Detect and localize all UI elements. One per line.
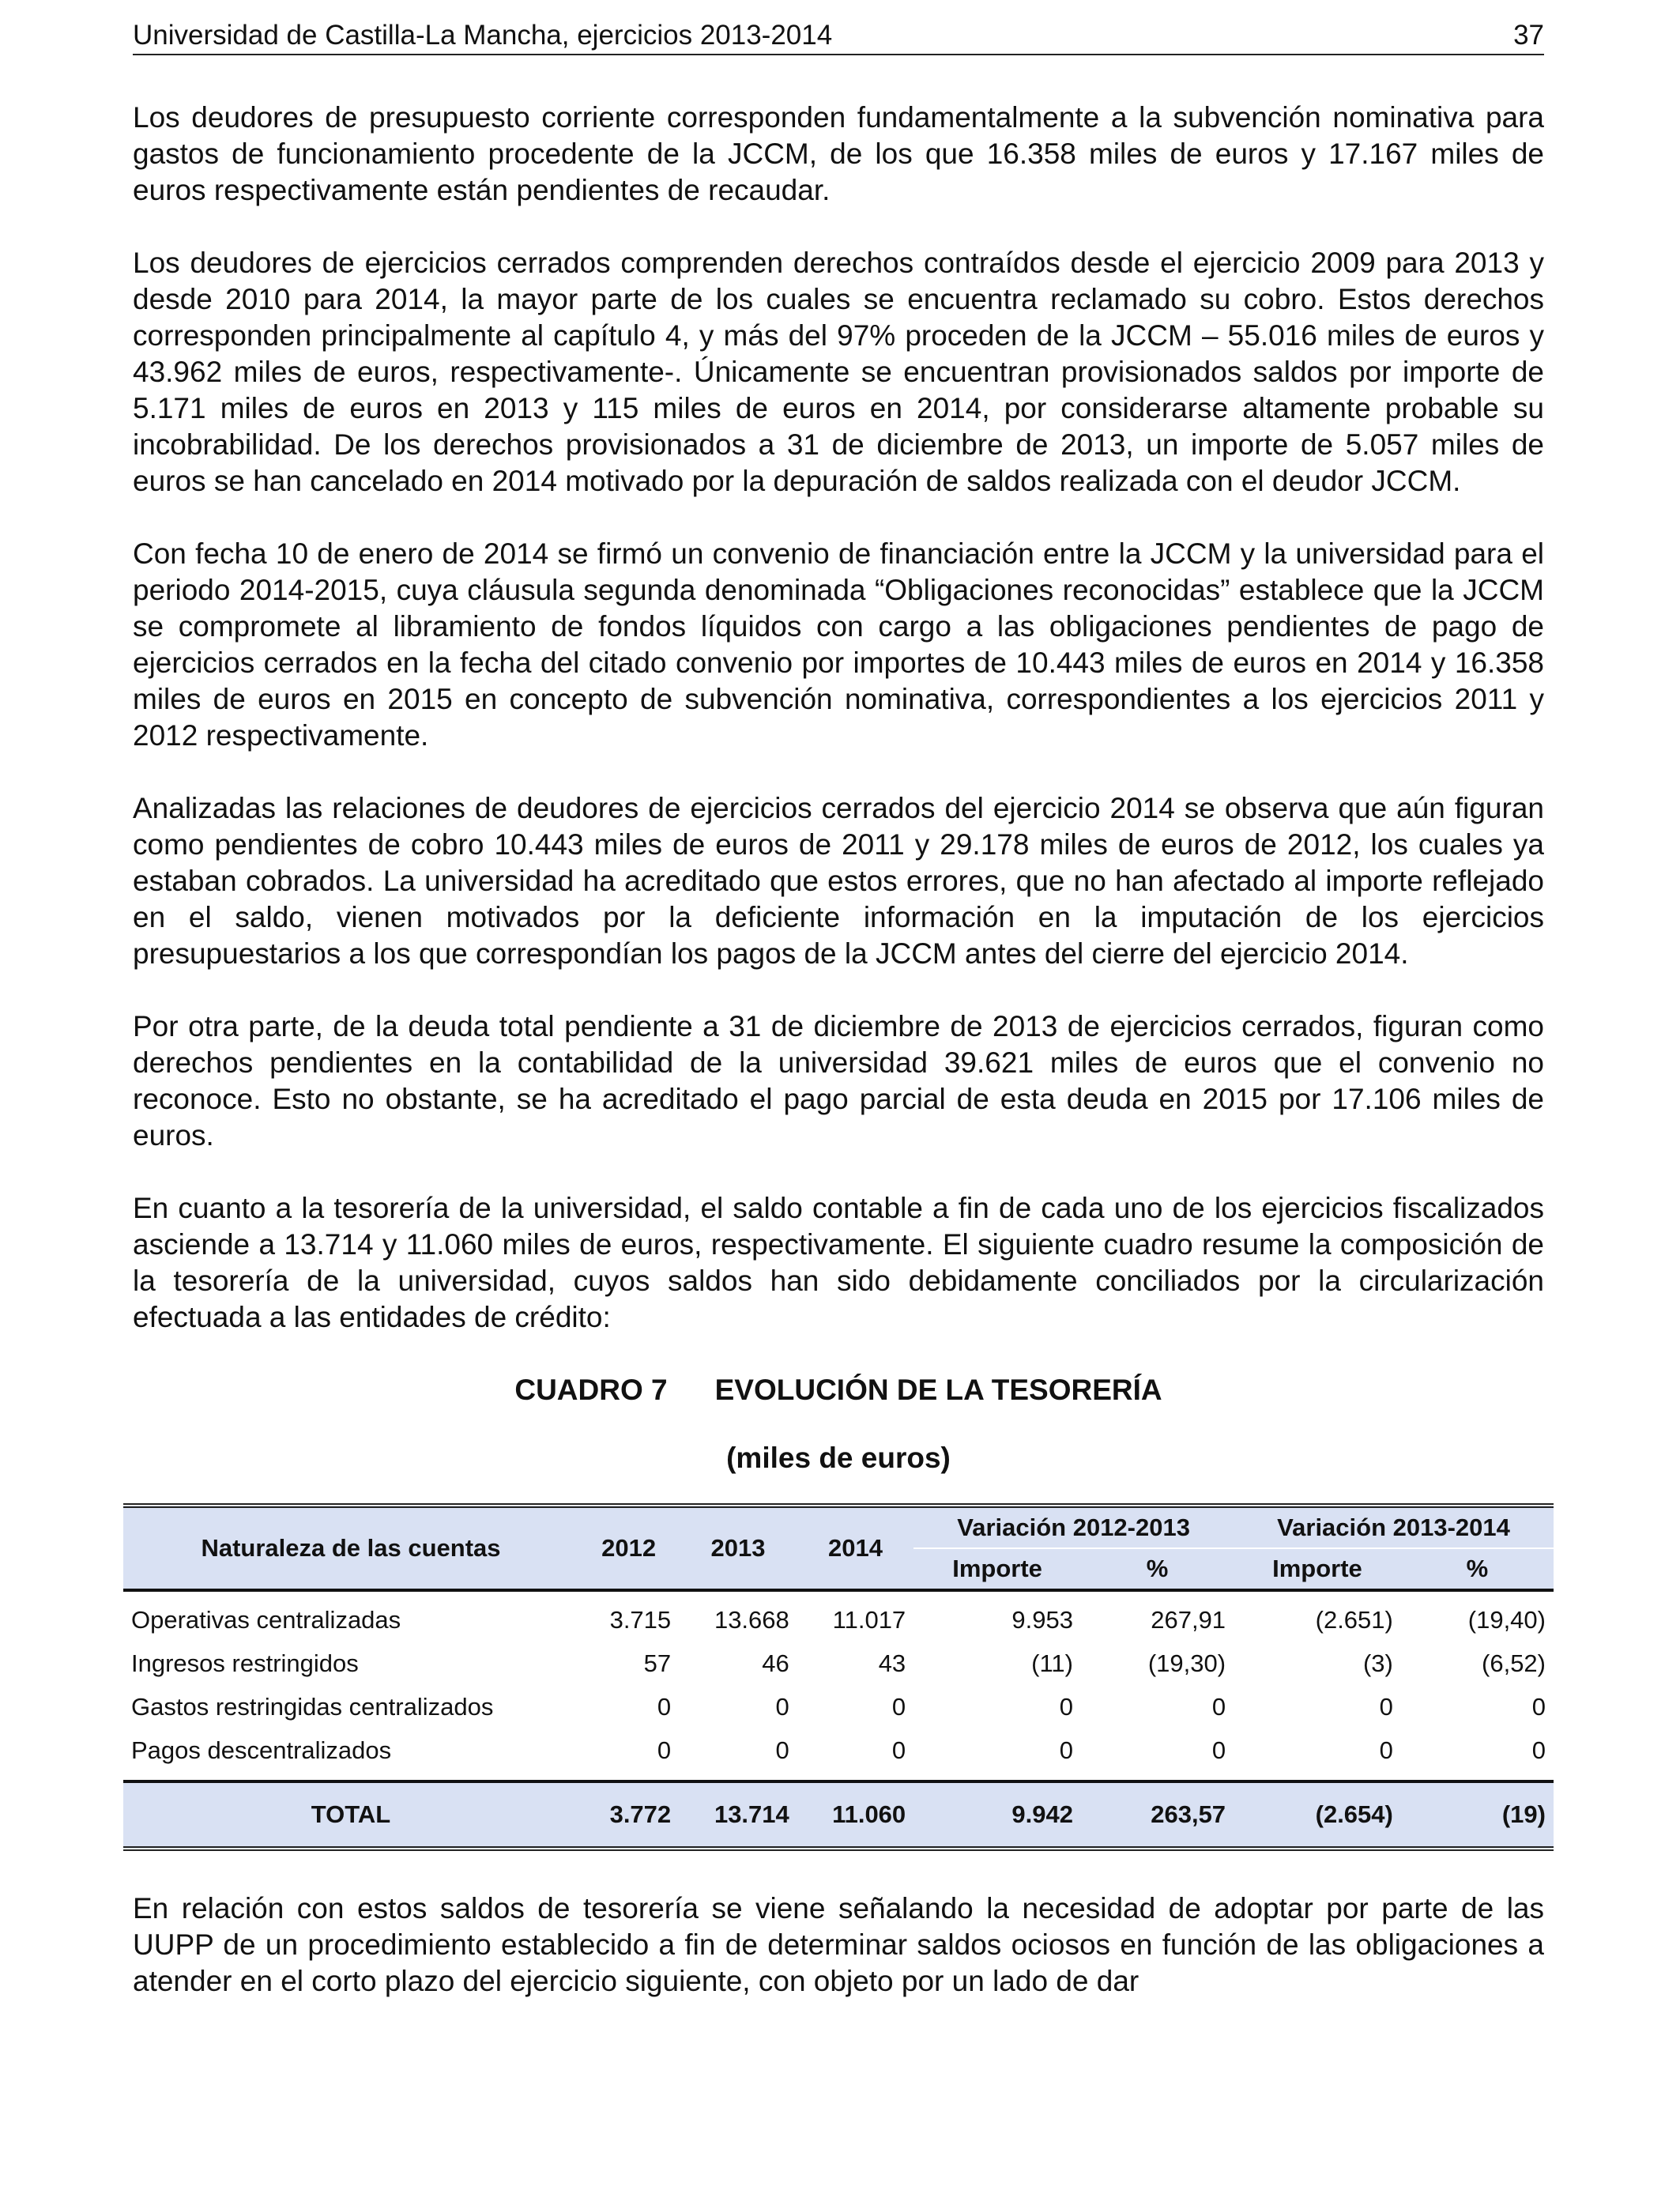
total-2013: 13.714 [679, 1781, 797, 1849]
table-row [123, 1642, 1554, 1685]
table-subtitle: (miles de euros) [726, 1442, 951, 1474]
col-header-var-2013-2014: Variación 2013-2014 [1234, 1506, 1554, 1548]
cell-2012: 3.715 [609, 1605, 672, 1634]
row-label: Gastos restringidas centralizados [131, 1692, 494, 1721]
cell-2014: 11.017 [832, 1605, 906, 1634]
cell-var1-pct: 267,91 [1151, 1605, 1226, 1634]
cell-2013: 0 [775, 1692, 789, 1721]
paragraph: Por otra parte, de la deuda total pendiente a 31 de diciembre de 2013 de ejercicios cerrados, figuran como derechos pendientes en la contabilidad de la universidad 39.621 miles de euros que el convenio no reconoce. Esto no obstante, se ha acreditado el pago parcial de esta deuda en 2015 por 17.106 miles de euros. [133, 1010, 1544, 1152]
total-2012: 3.772 [578, 1781, 679, 1849]
closing-paragraph: En relación con estos saldos de tesorería se viene señalando la necesidad de adoptar por parte de las UUPP de un procedimiento establecido a fin de determinar saldos ociosos en función de las obligaciones a atender en el corto plazo del ejercicio siguiente, con objeto por un lado de dar [133, 1892, 1544, 1997]
row-label: Ingresos restringidos [131, 1649, 359, 1677]
page-header [133, 17, 1544, 55]
total-2014: 11.060 [797, 1781, 913, 1849]
cell-var1-pct: 0 [1211, 1692, 1226, 1721]
cell-var1-pct: 0 [1211, 1736, 1226, 1764]
col-header-pct: % [1401, 1548, 1554, 1590]
col-header-importe: Importe [913, 1548, 1081, 1590]
total-label: TOTAL [123, 1781, 578, 1849]
cell-2014: 43 [878, 1649, 906, 1677]
col-header-2014: 2014 [797, 1506, 913, 1590]
table-title [133, 1372, 1544, 1408]
paragraph: En cuanto a la tesorería de la universidad, el saldo contable a fin de cada uno de los ejercicios fiscalizados asciende a 13.714 y 11.060 miles de euros, respectivamente. El siguiente cuadro resume la composición de la tesorería de la universidad, cuyos saldos han sido debidamente conciliados por la circularización efectuada a las entidades de crédito: [133, 1192, 1544, 1333]
cell-2012: 0 [657, 1736, 672, 1764]
cell-2014: 0 [891, 1736, 906, 1764]
cell-var2-pct: (6,52) [1482, 1649, 1546, 1677]
cell-2013: 13.668 [714, 1605, 789, 1634]
cell-var1-importe: (11) [1031, 1649, 1073, 1677]
cell-2014: 0 [891, 1692, 906, 1721]
cell-var2-importe: 0 [1379, 1692, 1393, 1721]
cell-var2-importe: (2.651) [1315, 1605, 1393, 1634]
cell-var1-pct: (19,30) [1147, 1649, 1226, 1677]
paragraph: Analizadas las relaciones de deudores de ejercicios cerrados del ejercicio 2014 se observa que aún figuran como pendientes de cobro 10.443 miles de euros de 2011 y 29.178 miles de euros de 2012, los cuales ya estaban cobrados. La universidad ha acreditado que estos errores, que no han afectado al importe reflejado en el saldo, vienen motivados por la deficiente información en la imputación de los ejercicios presupuestarios a los que correspondían los pagos de la JCCM antes del cierre del ejercicio 2014. [133, 792, 1544, 970]
row-label: Pagos descentralizados [131, 1736, 392, 1764]
total-var2-pct: (19) [1401, 1781, 1554, 1849]
cell-var2-importe: 0 [1379, 1736, 1393, 1764]
col-header-pct: % [1081, 1548, 1234, 1590]
col-header-var-2012-2013: Variación 2012-2013 [913, 1506, 1234, 1548]
paragraph: Los deudores de presupuesto corriente corresponden fundamentalmente a la subvención nominativa para gastos de funcionamiento procedente de la JCCM, de los que 16.358 miles de euros y 17.167 miles de euros respectivamente están pendientes de recaudar. [133, 101, 1544, 206]
cell-2012: 0 [657, 1692, 672, 1721]
treasury-table [123, 1503, 1554, 1851]
cell-var1-importe: 0 [1059, 1692, 1073, 1721]
col-header-2013: 2013 [679, 1506, 797, 1590]
table-row [123, 1728, 1554, 1781]
total-var1-importe: 9.942 [913, 1781, 1081, 1849]
cell-2013: 46 [762, 1649, 789, 1677]
col-header-importe: Importe [1234, 1548, 1401, 1590]
paragraph: Con fecha 10 de enero de 2014 se firmó un convenio de financiación entre la JCCM y la universidad para el periodo 2014-2015, cuya cláusula segunda denominada “Obligaciones reconocidas” establece que la JCCM se compromete al libramiento de fondos líquidos con cargo a las obligaciones pendientes de pago de ejercicios cerrados en la fecha del citado convenio por importes de 10.443 miles de euros en 2014 y 16.358 miles de euros en 2015 en concepto de subvención nominativa, correspondientes a los ejercicios 2011 y 2012 respectivamente. [133, 537, 1544, 752]
col-header-2012: 2012 [578, 1506, 679, 1590]
table-row [123, 1590, 1554, 1642]
header-title: Universidad de Castilla-La Mancha, ejercicios 2013-2014 [133, 20, 833, 51]
cell-var2-pct: 0 [1531, 1736, 1546, 1764]
cell-var2-importe: (3) [1362, 1649, 1393, 1677]
cell-var1-importe: 0 [1059, 1736, 1073, 1764]
paragraph: Los deudores de ejercicios cerrados comprenden derechos contraídos desde el ejercicio 2009 para 2013 y desde 2010 para 2014, la mayor parte de los cuales se encuentra reclamado su cobro. Estos derechos corresponden principalmente al capítulo 4, y más del 97% proceden de la JCCM – 55.016 miles de euros y 43.962 miles de euros, respectivamente-. Únicamente se encuentran provisionados saldos por importe de 5.171 miles de euros en 2013 y 115 miles de euros en 2014, por considerarse altamente probable su incobrabilidad. De los derechos provisionados a 31 de diciembre de 2013, un importe de 5.057 miles de euros se han cancelado en 2014 motivado por la depuración de saldos realizada con el deudor JCCM. [133, 247, 1544, 497]
page-body [133, 100, 1544, 2036]
cell-var1-importe: 9.953 [1011, 1605, 1073, 1634]
page-number: 37 [1513, 20, 1544, 51]
total-row [123, 1781, 1554, 1849]
cell-var2-pct: 0 [1531, 1692, 1546, 1721]
table-title-text: EVOLUCIÓN DE LA TESORERÍA [714, 1374, 1162, 1406]
table-number: CUADRO 7 [514, 1374, 668, 1406]
col-header-nature: Naturaleza de las cuentas [123, 1506, 578, 1590]
cell-2012: 57 [643, 1649, 672, 1677]
cell-2013: 0 [775, 1736, 789, 1764]
row-label: Operativas centralizadas [131, 1605, 401, 1634]
total-var2-importe: (2.654) [1234, 1781, 1401, 1849]
table-row [123, 1685, 1554, 1728]
cell-var2-pct: (19,40) [1467, 1605, 1546, 1634]
total-var1-pct: 263,57 [1081, 1781, 1234, 1849]
